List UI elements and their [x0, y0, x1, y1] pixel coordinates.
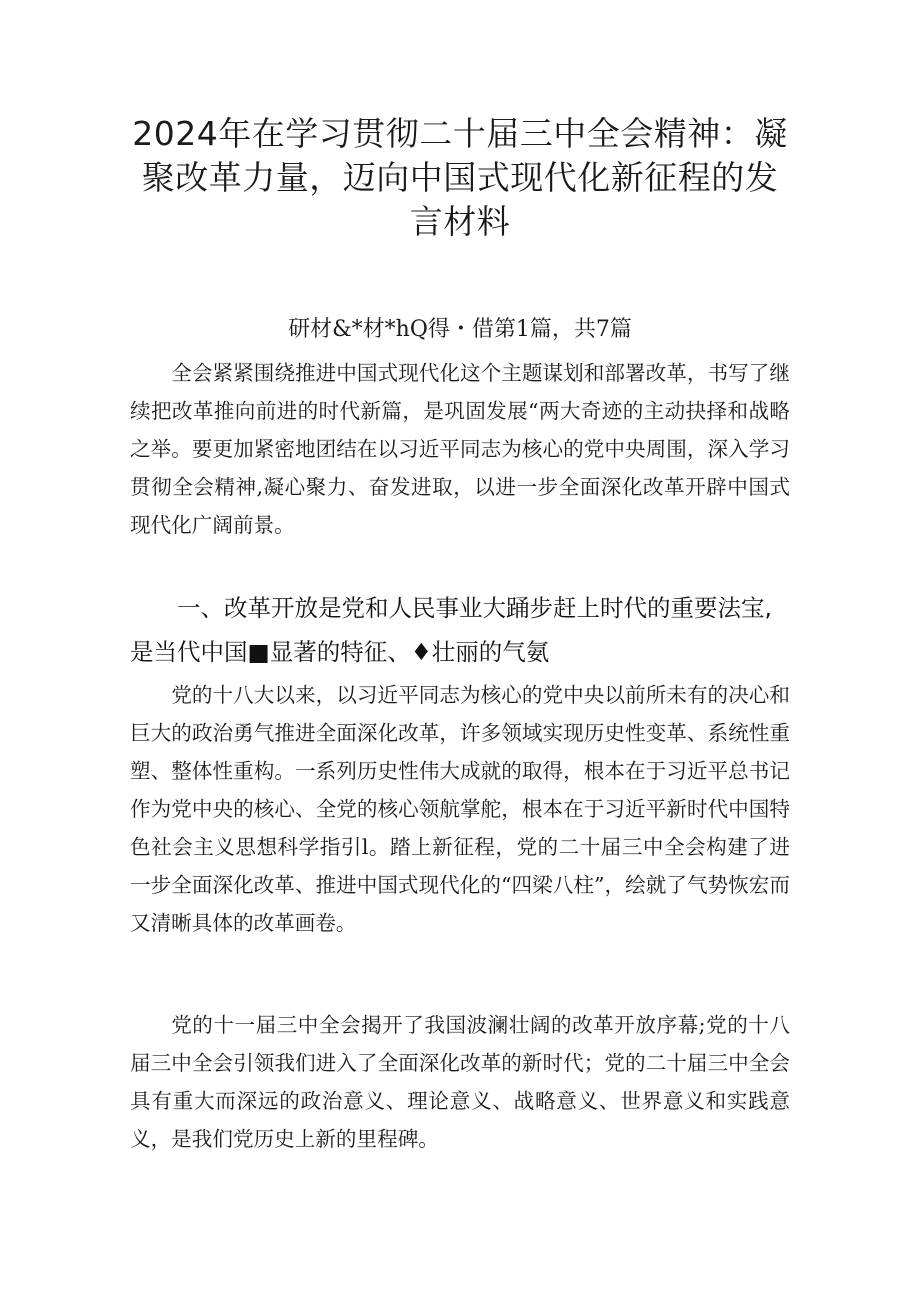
section-heading: 一、改革开放是党和人民事业大踊步赶上时代的重要法宝,是当代中国■显著的特征、♦壮丽的气氨	[130, 594, 772, 666]
intro-paragraph: 全会紧紧围绕推进中国式现代化这个主题谋划和部署改革，书写了继续把改革推向前进的时代新篇，是巩固发展“两大奇迹的主动抉择和战略之举。要更加紧密地团结在以习近平同志为核心的党中央周围，深入学习贯彻全会精神,凝心聚力、奋发进取，以进一步全面深化改革开辟中国式现代化广阔前景。	[130, 361, 790, 537]
document-title: 2024年在学习贯彻二十届三中全会精神：凝聚改革力量，迈向中国式现代化新征程的发言材料	[132, 114, 788, 241]
body-paragraph: 党的十一届三中全会揭开了我国波澜壮阔的改革开放序幕;党的十八届三中全会引领我们进入了全面深化改革的新时代；党的二十届三中全会具有重大而深远的政治意义、理论意义、战略意义、世界意义和实践意义，是我们党历史上新的里程碑。	[130, 1013, 790, 1151]
body-paragraph: 党的十八大以来，以习近平同志为核心的党中央以前所未有的决心和巨大的政治勇气推进全面深化改革，许多领域实现历史性变革、系统性重塑、整体性重构。一系列历史性伟大成就的取得，根本在于习近平总书记作为党中央的核心、全党的核心领航掌舵，根本在于习近平新时代中国特色社会主义思想科学指引l。踏上新征程，党的二十届三中全会构建了进一步全面深化改革、推进中国式现代化的“四梁八柱”，绘就了气势恢宏而又清晰具体的改革画卷。	[130, 683, 790, 935]
document-subtitle: 研材&*材*hQ得・借第1篇，共7篇	[288, 317, 632, 342]
